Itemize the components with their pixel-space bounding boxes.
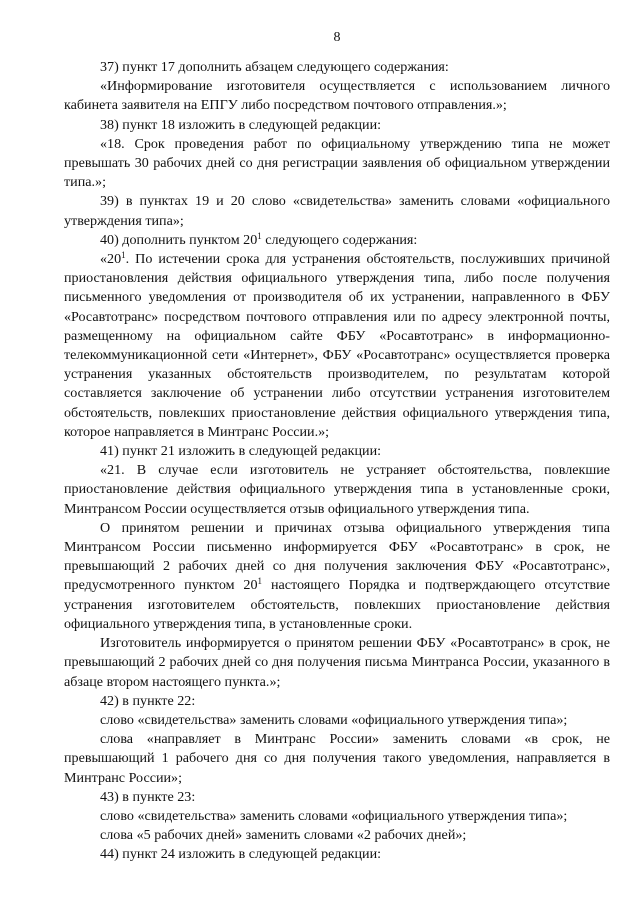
paragraph-item-37-text: «Информирование изготовителя осуществляется с использованием личного кабинета заявителя на ЕПГУ либо посредством почтового отправления.»;: [64, 78, 610, 114]
superscript: 1: [257, 230, 262, 241]
superscript: 1: [121, 250, 126, 261]
paragraph-text: 40) дополнить пунктом 20: [100, 231, 258, 248]
page-number: 8: [333, 30, 341, 45]
paragraph-item-41-second: [64, 519, 610, 634]
paragraph-item-39: 39) в пунктах 19 и 20 слово «свидетельства» заменить словами «официального утверждения типа»;: [64, 193, 610, 229]
paragraph-item-41: 41) пункт 21 изложить в следующей редакции:: [100, 443, 382, 460]
paragraph-text: О принятом решении и причинах отзыва официального утверждения типа Минтрансом России письменно информируется ФБУ «Росавтотранс» в срок, не превышающий 2 рабочих дней со дня получения заключения ФБУ «Росавтотранс», предусмотренного пунктом 20: [64, 519, 610, 594]
paragraph-text: следующего содержания:: [261, 231, 418, 248]
paragraph-text: «20: [100, 251, 122, 268]
paragraph-item-43-second: слова «5 рабочих дней» заменить словами «2 рабочих дней»;: [100, 827, 467, 844]
paragraph-item-41-third: Изготовитель информируется о принятом решении ФБУ «Росавтотранс» в срок, не превышающий 2 рабочих дней со дня получения письма Минтранса России, указанного в абзаце втором настоящего пункта.»;: [64, 635, 610, 690]
paragraph-item-37: 37) пункт 17 дополнить абзацем следующего содержания:: [100, 59, 449, 75]
paragraph-item-42: 42) в пункте 22:: [100, 692, 196, 709]
paragraph-item-42-second: слова «направляет в Минтранс России» заменить словами «в срок, не превышающий 1 рабочего дня со дня получения такого уведомления, направляется в Минтранс России»;: [64, 731, 610, 786]
paragraph-text: . По истечении срока для устранения обстоятельств, послуживших причиной приостановления действия официального утверждения типа, либо после получения письменного уведомления от производителя об их устранении, направленного в ФБУ «Росавтотранс» посредством почтового отправления или по адресу электронной почты, размещенному на официальном сайте ФБУ «Росавтотранс» в информационно-телекоммуникационной сети «Интернет», ФБУ «Росавтотранс» осуществляется проверка устранения указанных обстоятельств производителем, по результатам которой составляется заключение об устранении либо отсутствии устранения изготовителем обстоятельств, повлекших приостановление действия официального утверждения типа, которое направляется в Минтранс России.»;: [64, 251, 610, 440]
paragraph-item-44: 44) пункт 24 изложить в следующей редакции:: [100, 846, 382, 863]
paragraph-item-38: 38) пункт 18 изложить в следующей редакции:: [100, 116, 382, 133]
paragraph-item-43-first: слово «свидетельства» заменить словами «официального утверждения типа»;: [100, 807, 568, 824]
paragraph-text: настоящего Порядка и подтверждающего отсутствие устранения изготовителем обстоятельств, повлекших приостановление действия официального утверждения типа, в установленные сроки.: [64, 577, 610, 632]
paragraph-item-38-text: «18. Срок проведения работ по официальному утверждению типа не может превышать 30 рабочих дней со дня регистрации заявления об официальном утверждении типа.»;: [64, 135, 610, 191]
paragraph-item-40-text: [64, 250, 610, 442]
paragraph-item-43: 43) в пункте 23:: [100, 788, 196, 805]
superscript: 1: [257, 576, 263, 587]
paragraph-item-41-text: «21. В случае если изготовитель не устраняет обстоятельства, повлекшие приостановление действия официального утверждения типа в установленные сроки, Минтрансом России осуществляется отзыв официального утверждения типа.: [64, 462, 610, 517]
paragraph-item-40: [64, 231, 610, 250]
paragraph-item-42-first: слово «свидетельства» заменить словами «официального утверждения типа»;: [100, 711, 568, 728]
